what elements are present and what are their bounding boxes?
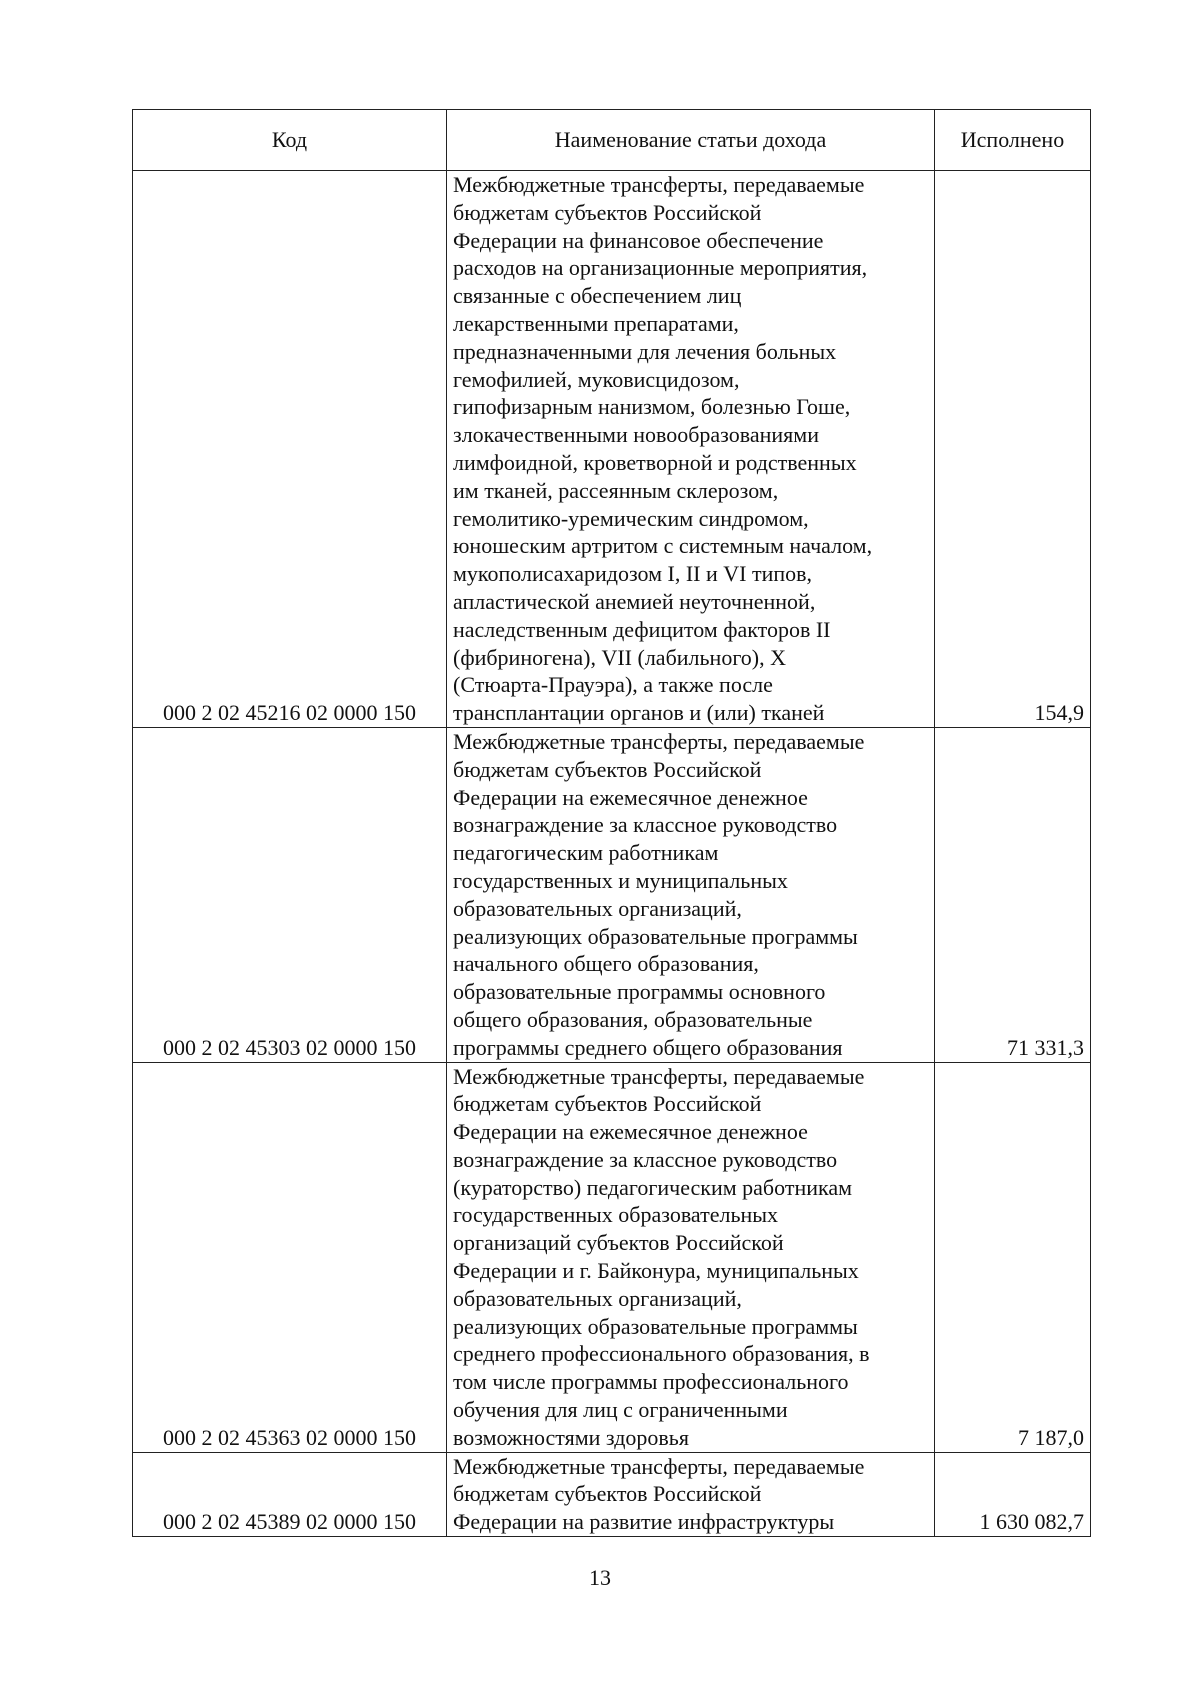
header-code: Код <box>133 110 447 171</box>
row-name-line: (Стюарта-Прауэра), а также после <box>453 672 773 698</box>
row-name-line: связанные с обеспечением лиц <box>453 283 742 309</box>
row-name-line: образовательные программы основного <box>453 979 826 1005</box>
row-name-line: том числе программы профессионального <box>453 1369 849 1395</box>
row-name-line: реализующих образовательные программы <box>453 923 858 949</box>
row-name-line: Межбюджетные трансферты, передаваемые <box>453 728 865 754</box>
row-name <box>447 171 935 728</box>
row-name-line: государственных образовательных <box>453 1202 779 1228</box>
row-name-line: реализующих образовательные программы <box>453 1313 858 1339</box>
row-name-line: юношеским артритом с системным началом, <box>453 533 873 559</box>
row-name-line: Межбюджетные трансферты, передаваемые <box>453 172 865 197</box>
row-name-line: бюджетам субъектов Российской <box>453 1481 762 1507</box>
table-row <box>133 171 1091 728</box>
row-name-line: (фибриногена), VII (лабильного), X <box>453 644 787 670</box>
row-name-line: лимфоидной, кроветворной и родственных <box>453 449 857 475</box>
row-name-line: организаций субъектов Российской <box>453 1230 784 1256</box>
row-name-line: гемофилией, муковисцидозом, <box>453 366 740 392</box>
row-name-line: предназначенными для лечения больных <box>453 338 837 364</box>
row-name-line: возможностями здоровья <box>453 1424 689 1450</box>
row-name <box>447 727 935 1062</box>
table-header-row <box>133 110 1091 171</box>
row-code: 000 2 02 45363 02 0000 150 <box>133 1062 447 1452</box>
row-name-line: образовательных организаций, <box>453 895 742 921</box>
row-name-line: Федерации на финансовое обеспечение <box>453 227 824 253</box>
row-name-line: бюджетам субъектов Российской <box>453 1091 762 1117</box>
revenue-table <box>132 109 1091 1537</box>
row-name-line: образовательных организаций, <box>453 1285 742 1311</box>
row-code: 000 2 02 45216 02 0000 150 <box>133 171 447 728</box>
row-name-line: мукополисахаридозом I, II и VI типов, <box>453 561 813 587</box>
row-name-line: наследственным дефицитом факторов II <box>453 616 831 642</box>
row-name-line: лекарственными препаратами, <box>453 310 739 336</box>
row-name-line: бюджетам субъектов Российской <box>453 756 762 782</box>
row-name-line: им тканей, рассеянным склерозом, <box>453 477 779 503</box>
header-name: Наименование статьи дохода <box>447 110 935 171</box>
row-name-line: государственных и муниципальных <box>453 867 788 893</box>
table-body <box>133 171 1091 1537</box>
row-name-line: Межбюджетные трансферты, передаваемые <box>453 1453 865 1479</box>
row-name-line: программы среднего общего образования <box>453 1034 843 1060</box>
row-amount: 7 187,0 <box>935 1062 1091 1452</box>
row-name-line: (кураторство) педагогическим работникам <box>453 1174 853 1200</box>
row-name-line: Межбюджетные трансферты, передаваемые <box>453 1063 865 1089</box>
row-name-line: расходов на организационные мероприятия, <box>453 255 868 281</box>
row-name-line: гемолитико-уремическим синдромом, <box>453 505 809 531</box>
row-name <box>447 1062 935 1452</box>
table-row <box>133 727 1091 1062</box>
page-number: 13 <box>589 1565 611 1590</box>
row-name-line: обучения для лиц с ограниченными <box>453 1397 788 1423</box>
row-name-line: Федерации и г. Байконура, муниципальных <box>453 1258 859 1284</box>
row-name-line: Федерации на ежемесячное денежное <box>453 1119 808 1145</box>
row-name-line: Федерации на развитие инфраструктуры <box>453 1509 835 1535</box>
row-name-line: злокачественными новообразованиями <box>453 422 819 448</box>
row-code: 000 2 02 45303 02 0000 150 <box>133 727 447 1062</box>
header-amount: Исполнено <box>935 110 1091 171</box>
row-code: 000 2 02 45389 02 0000 150 <box>133 1452 447 1536</box>
row-name-line: трансплантации органов и (или) тканей <box>453 700 825 726</box>
row-name-line: среднего профессионального образования, в <box>453 1341 870 1367</box>
row-name-line: начального общего образования, <box>453 951 759 977</box>
row-name-line: апластической анемией неуточненной, <box>453 588 816 614</box>
row-name-line: бюджетам субъектов Российской <box>453 199 762 225</box>
row-name-line: вознаграждение за классное руководство <box>453 812 838 838</box>
row-name <box>447 1452 935 1536</box>
table-row <box>133 1062 1091 1452</box>
row-name-line: гипофизарным нанизмом, болезнью Гоше, <box>453 394 851 420</box>
row-amount: 71 331,3 <box>935 727 1091 1062</box>
table-row <box>133 1452 1091 1536</box>
row-amount: 154,9 <box>935 171 1091 728</box>
row-name-line: педагогическим работникам <box>453 840 719 866</box>
row-name-line: общего образования, образовательные <box>453 1006 813 1032</box>
row-amount: 1 630 082,7 <box>935 1452 1091 1536</box>
row-name-line: Федерации на ежемесячное денежное <box>453 784 808 810</box>
row-name-line: вознаграждение за классное руководство <box>453 1146 838 1172</box>
